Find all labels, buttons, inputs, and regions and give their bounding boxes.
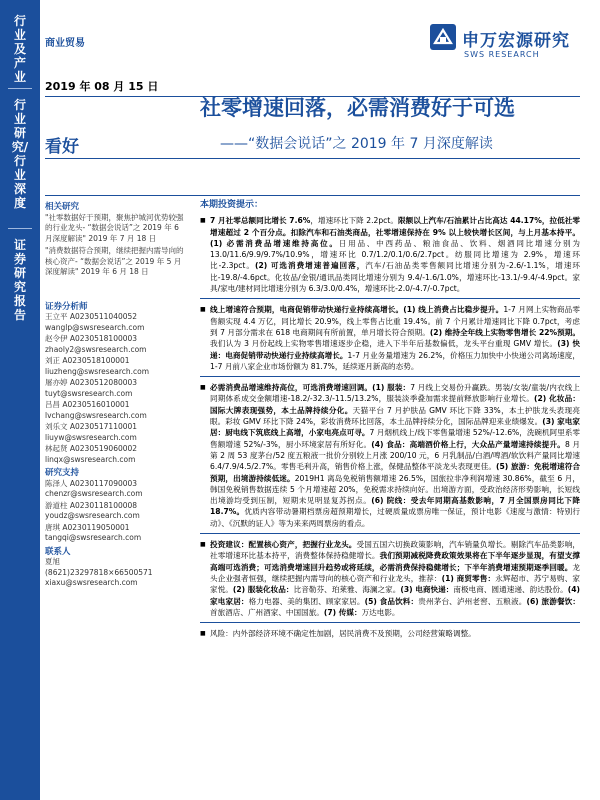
bullet-text: 龙头企业强者恒强，继续把握内需导向的核心资产和行业龙头，推荐：	[210, 562, 580, 583]
summary-bullet	[200, 539, 580, 618]
report-title: 社零增速回落，必需消费好于可选	[200, 96, 515, 120]
bullet-emphasis: (7) 传媒：	[323, 607, 362, 617]
bullet-emphasis: 限额以上汽车/石油累计占比高达 44.17%，拉低社零增速超过 2 个百分点。扣除汽车和石油类商品，社零增速保持在 9% 以上较快增长区间，与上月基本持平。(1) 必需消费品增速维持高位。	[210, 216, 580, 248]
analyst-list	[45, 312, 185, 465]
research-support	[45, 501, 185, 522]
analyst	[45, 444, 185, 465]
bullet-text: ，增速环比下降 2.2pct。	[310, 216, 398, 226]
sidebar-divider	[8, 88, 32, 89]
analyst-name: 赵令伊 A0230518100003	[45, 334, 138, 343]
bullet-emphasis: (5) 食品饮料：	[364, 596, 419, 606]
research-support-email: tangqi@swsresearch.com	[45, 533, 142, 542]
bullet-text: 1-7 月业务量增速为 26.2%，价格压力加快中小快递公司离场速度，1-7 月前八家企业市场份额为 81.7%，延续逐月新高的态势。	[210, 350, 580, 371]
contact-phone: (8621)23297818×66500571	[45, 567, 153, 577]
bullet-emphasis: 7 月社零总额同比增长 7.6%	[210, 216, 311, 226]
contact-name: 夏旭	[45, 557, 60, 566]
divider	[45, 195, 580, 196]
research-support-name: 陈泽人 A0230117090003	[45, 478, 138, 488]
research-support-email: youdz@swsresearch.com	[45, 511, 140, 520]
bullet-text: 贵州茅台、泸州老窖、五粮液。	[418, 596, 527, 606]
analyst	[45, 356, 185, 377]
summary-bullet	[200, 304, 580, 372]
research-support	[45, 523, 185, 544]
summary-bullet	[200, 382, 580, 529]
company-logo	[430, 18, 580, 68]
bullet-emphasis: (4) 家电家居：	[210, 585, 581, 606]
bullet-text: 8 月第 2 周 53 度茅台/52 度五粮液一批价分别较上月涨 200/10 元，6 月乳制品/白酒/啤酒/软饮料产量同比增速 6.4/7.9/4.5/2.7%。零售毛利升高，销售价格上涨，保健品整体平淡龙头表现更佳。	[210, 439, 580, 472]
analyst-name: 吕昌 A0230516010001	[45, 400, 130, 409]
analyst	[45, 422, 185, 443]
bullet-text: 万达电影。	[361, 607, 400, 617]
report-date: 2019 年 08 月 15 日	[45, 80, 159, 93]
left-column	[45, 200, 185, 589]
bullet-emphasis: (3) 家电家居：厨电线下筑底线上高增，小家电亮点可寻。	[210, 417, 581, 438]
bullet-text: 2019H1 离岛免税销售额增速 26.5%，国旅拉非净利润增速 30.86%，截至 6 月，韩国免税销售数据连续 5 个月增速超 20%，免税需求持续向好。出境游方面，受政治经济形势影响，长短线出境游均受到压制，短期未见明显复苏拐点。	[210, 473, 581, 506]
bullet-emphasis: (2) 服装化妆品：	[232, 585, 294, 595]
research-support-name: 游道柱 A0230118100008	[45, 500, 138, 510]
research-support-email: chenzr@swsresearch.com	[45, 489, 143, 498]
bullet-text: 1-7 月网上实物商品零售额实现 4.4 万亿，同比增长 20.9%，线上零售占比重 19.4%。前 7 个月累计增速同比下降 0.7pct，考虑到 7 月部分需求在 618 电商期间有所前置，单月增长符合预期。	[210, 305, 580, 337]
bullet-emphasis: (6) 旅游餐饮：	[526, 596, 581, 606]
research-support-name: 唐琪 A0230119050001	[45, 522, 130, 532]
bullet-text: 格力电器、美的集团、顾家家居。	[248, 596, 365, 606]
analyst-email: wanglp@swsresearch.com	[45, 322, 145, 332]
research-support	[45, 479, 185, 500]
bullet-divider	[200, 622, 580, 623]
bullet-emphasis: 投资建议：配置核心资产，把握行业龙头。	[210, 540, 357, 550]
bullet-text: 优质内容带动暑期档票房超预期增长，过硬质量成票房唯一保证，预计电影《速度与激情：特别行动》、《沉默的证人》等为来来两周票房的看点。	[210, 507, 580, 528]
summary-bullets	[200, 215, 580, 639]
analyst-email: liuyw@swsresearch.com	[45, 432, 137, 442]
analyst-email: lvchang@swsresearch.com	[45, 410, 147, 420]
bullet-text: 首旅酒店、广州酒家、中国国旅。	[210, 607, 324, 617]
analyst-name: 屠亦婷 A0230512080003	[45, 378, 138, 387]
analyst-heading: 证券分析师	[45, 301, 88, 312]
report-subtitle: ——“数据会说话”之 2019 年 7 月深度解读	[220, 136, 493, 152]
sidebar	[0, 0, 40, 800]
industry-category: 商业贸易	[45, 38, 85, 49]
bullet-emphasis: (2) 维持全年线上实物零售增长 22%预期。	[429, 327, 581, 337]
bullet-text: 日用品、中西药品、粮油食品、饮料、烟酒同比增速分别为 13.0/11.6/9.9/9.7%/10.9%，增速环比 0.7/1.2/0.1/0.6/2.7pct。纺服同比增速为 2.9%，增速环比-2.3pct。	[210, 238, 580, 271]
analyst-name: 刘正 A0230518100001	[45, 356, 130, 365]
related-research-heading: 相关研究	[45, 202, 80, 212]
bullet-emphasis: 我们预期减税降费政策效果将在下半年逐步显现，有望支撑高端可选消费；可选消费增速回升趋势或将延续，必需消费保持稳健增长；下半年消费增速预期逐季回暖。	[210, 551, 581, 572]
bullet-emphasis: (2) 化妆品：国际大牌表现强势，本土品牌持续分化。	[210, 394, 580, 415]
bullet-text: 比音勒芬、珀莱雅、海澜之家。	[293, 585, 401, 595]
logo-english: SWS RESEARCH	[464, 50, 540, 59]
bullet-text: 7 月烟机线上/线下零售量增速 52%/-12.6%，洗碗机阿里系零售额增速 52%/-3%，厨小环境家居有所好化。	[210, 428, 581, 449]
sidebar-label-report-type: 证券研究报告	[13, 238, 26, 322]
related-research-item: "消费数据符合预期，继续把握内需导向的核心资产- “数据会说话”之 2019 年 5 月深度解读" 2019 年 6 月 18 日	[45, 246, 184, 276]
bullet-divider	[200, 376, 580, 377]
bullet-text: 受国五国六切换政策影响，汽车销量负增长。剔除汽车品类影响，社零增速环比基本持平，消费整体保持稳健增长。	[210, 540, 581, 561]
research-support-heading: 研究支持	[45, 468, 80, 478]
bullet-text: 我们认为 3 月份起线上实物零售增速逐步企稳，进入下半年后基数偏低，龙头平台重现 GMV 增长。	[210, 339, 558, 349]
bullet-emphasis: (3) 快递：电商促销带动快递行业持续高增长。	[210, 339, 580, 360]
bullet-divider	[200, 533, 580, 534]
rating: 看好	[45, 137, 79, 157]
bullet-emphasis: (3) 电商快递：	[400, 585, 454, 595]
summary-bullet	[200, 628, 580, 639]
summary-section	[200, 200, 580, 643]
bullet-text: 南极电商、圆通速递、韵达股份。	[453, 585, 568, 595]
summary-heading: 本期投资提示：	[200, 200, 264, 210]
bullet-emphasis: (4) 食品：高端酒价格上行，大众品产量增速持续提升。	[371, 439, 565, 449]
analyst-email: liuzheng@swsresearch.com	[45, 366, 150, 376]
analyst	[45, 334, 185, 355]
analyst	[45, 400, 185, 421]
bullet-text: 风险：内外部经济环境不确定性加剧，居民消费不及预期，公司经营策略调整。	[210, 629, 476, 639]
bullet-text: 汽车/石油品类零售额同比增速分别为-2.6/-1.1%，增速环比-19.8/-4.6pct。化妆品/金银/通讯品类同比增速分别为 9.4/-1.6/1.0%，增速环比-13.1/-9.4/-4.9pct。家具/家电/建材同比增速分别为 6.3/3.0/0.4%，增速环比-2.0/-4.7/-0.7pct。	[210, 261, 580, 294]
bullet-text: 7 月线上交易份升赢跌。男装/女装/童装/内衣线上同期体系成交金额增速-18.2/-32.3/-11.5/13.2%，服装淡季叠加需求提前释放影响行业增长。	[210, 383, 580, 404]
logo-chinese: 申万宏源研究	[462, 31, 570, 51]
bullet-emphasis: 线上增速符合预期，电商促销带动快递行业持续高增长。(1) 线上消费占比稳步提升。	[210, 305, 504, 315]
analyst	[45, 312, 185, 333]
bullet-divider	[200, 298, 580, 299]
analyst-email: zhaoly2@swsresearch.com	[45, 344, 147, 354]
sidebar-divider	[8, 228, 32, 229]
bullet-emphasis: (5) 旅游：免税增速符合预期，出境游持续低迷。	[210, 462, 580, 483]
divider	[45, 158, 580, 159]
bullet-emphasis: (2) 可选消费增速普遍回落，	[254, 261, 366, 271]
summary-bullet	[200, 215, 580, 294]
bullet-emphasis: 必需消费品增速维持高位，可选消费增速回调。(1) 服装：	[210, 383, 411, 393]
research-support-list	[45, 479, 185, 544]
bullet-text: 永辉超市、苏宁易购、家家悦。	[210, 573, 581, 595]
analyst-email: linqx@swsresearch.com	[45, 454, 136, 464]
sidebar-label-research-type: 行业研究/行业深度	[11, 98, 29, 210]
contact-email: xiaxu@swsresearch.com	[45, 578, 138, 587]
bullet-emphasis: (6) 院线：受去年同期高基数影响，7 月全国票房同比下降 18.7%。	[210, 496, 581, 517]
analyst-email: tuyt@swsresearch.com	[45, 388, 133, 398]
analyst	[45, 378, 185, 399]
analyst-name: 林起贤 A0230519060002	[45, 444, 138, 453]
bullet-text: 天猫平台 7 月护肤品 GMV 环比下降 33%，本土护肤龙头表现亮眼。彩妆 GMV 环比下降 24%，彩妆消费环比回落，本土品牌持续分化，国际品牌迎来业绩爆发。	[210, 405, 580, 427]
contact-heading: 联系人	[45, 546, 71, 557]
related-research-item: "社零数据好于预期，聚焦护城河优势较强的行业龙头- “数据会说话”之 2019 年 6 月深度解读" 2019 年 7 月 18 日	[45, 212, 184, 243]
bullet-emphasis: (1) 商贸零售：	[441, 573, 496, 583]
analyst-name: 刘乐文 A0230517110001	[45, 422, 138, 431]
analyst-name: 王立平 A0230511040052	[45, 312, 138, 321]
sidebar-label-industry: 行业及产业	[13, 14, 26, 84]
logo-mark-icon	[430, 24, 456, 50]
